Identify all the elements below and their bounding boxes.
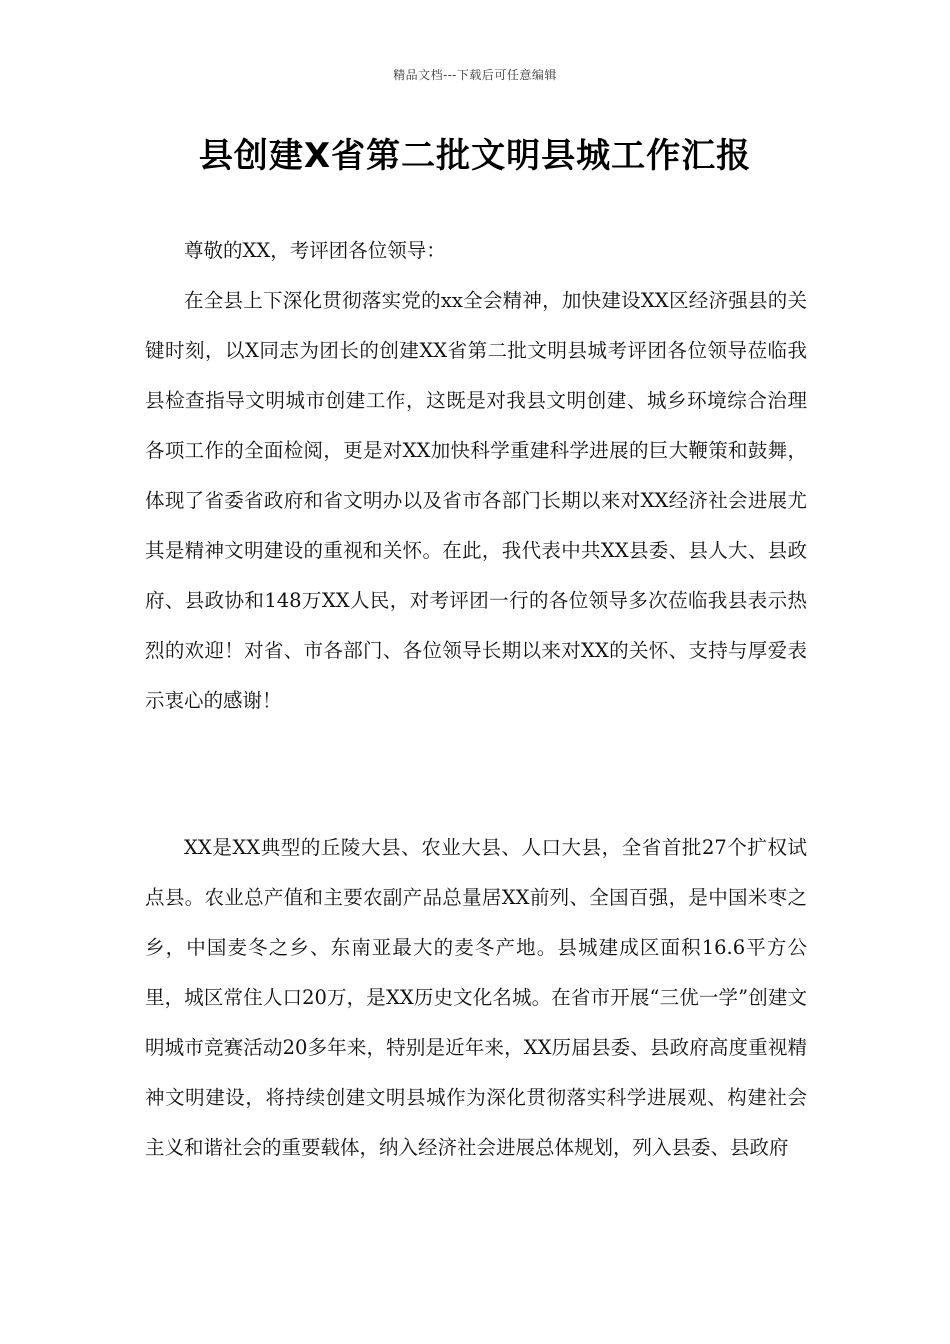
body-paragraph: XX是XX典型的丘陵大县、农业大县、人口大县，全省首批27个扩权试点县。农业总产值和主要农副产品总量居XX前列、全国百强，是中国米枣之乡，中国麦冬之乡、东南亚最大的麦冬产地。县城建成区面积16.6平方公里，城区常住人口20万，是XX历史文化名城。在省市开展“三优一学”创建文明城市竞赛活动20多年来，特别是近年来，XX历届县委、县政府高度重视精神文明建设，将持续创建文明县城作为深化贯彻落实科学进展观、构建社会主义和谐社会的重要载体，纳入经济社会进展总体规划，列入县委、县政府 — [145, 836, 807, 1159]
greeting-line: 尊敬的XX，考评团各位领导： — [184, 239, 446, 262]
paragraph-block-1 — [145, 276, 807, 726]
paragraph-block-2 — [145, 823, 807, 1173]
header-note: 精品文档---下载后可任意编辑 — [393, 68, 557, 82]
document-title: 县创建X省第二批文明县城工作汇报 — [198, 136, 752, 176]
body-paragraph: 在全县上下深化贯彻落实党的xx全会精神，加快建设XX区经济强县的关键时刻，以X同志为团长的创建XX省第二批文明县城考评团各位领导莅临我县检查指导文明城市创建工作，这既是对我县文明创建、城乡环境综合治理各项工作的全面检阅，更是对XX加快科学重建科学进展的巨大鞭策和鼓舞，体现了省委省政府和省文明办以及省市各部门长期以来对XX经济社会进展尤其是精神文明建设的重视和关怀。在此，我代表中共XX县委、县人大、县政府、县政协和148万XX人民，对考评团一行的各位领导多次莅临我县表示热烈的欢迎！对省、市各部门、各位领导长期以来对XX的关怀、支持与厚爱表示衷心的感谢！ — [145, 289, 807, 712]
greeting-block — [145, 226, 807, 276]
